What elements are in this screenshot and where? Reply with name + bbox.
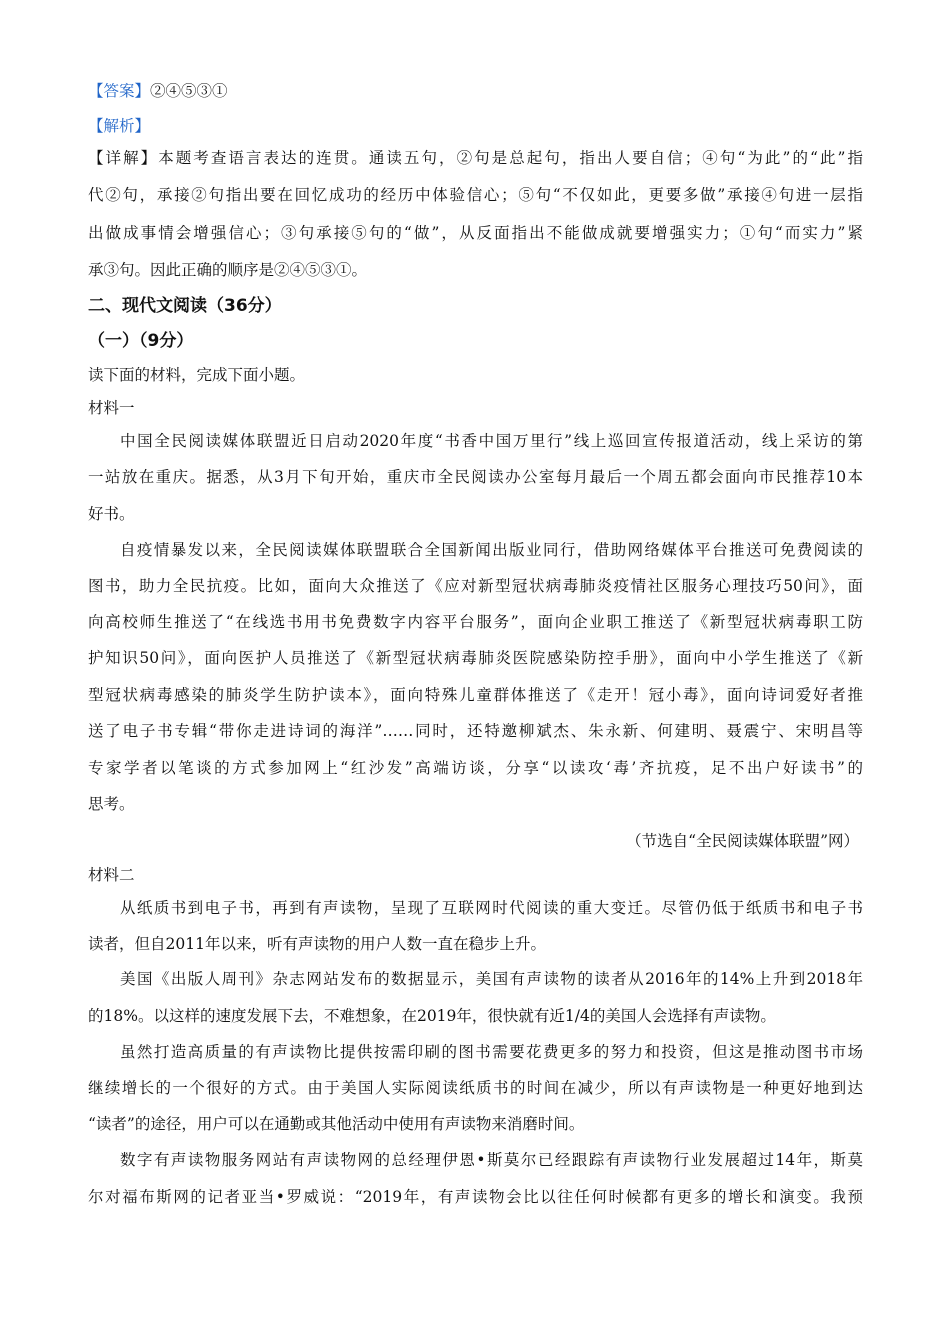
material-one-p2-line: 专家学者以笔谈的方式参加网上“红沙发”高端访谈，分享“以读攻‘毒’齐抗疫，足不出户好读书”的 [88, 759, 863, 777]
detail-line: 承③句。因此正确的顺序是②④⑤③①。 [88, 261, 368, 279]
material-one-p2-line: 护知识50问》，面向医护人员推送了《新型冠状病毒肺炎医院感染防控手册》，面向中小学生推送了《新 [88, 649, 863, 667]
material-one-p1-line: 一站放在重庆。据悉，从3月下旬开始，重庆市全民阅读办公室每月最后一个周五都会面向市民推荐10本 [88, 468, 863, 486]
material-two-p1-line: 读者，但自2011年以来，听有声读物的用户人数一直在稳步上升。 [88, 935, 546, 953]
answer-line [88, 79, 863, 101]
section-subheading: （一）（9分） [88, 331, 194, 351]
material-two-p3-line: 继续增长的一个很好的方式。由于美国人实际阅读纸质书的时间在减少，所以有声读物是一种更好地到达 [88, 1079, 863, 1097]
detail-line: 【详解】本题考查语言表达的连贯。通读五句，②句是总起句，指出人要自信；④句“为此”的“此”指 [88, 149, 863, 167]
analysis-tag: 【解析】 [88, 117, 151, 135]
material-two-p4-line: 尔对福布斯网的记者亚当•罗威说：“2019年，有声读物会比以往任何时候都有更多的增长和演变。我预 [88, 1188, 863, 1206]
material-one-p2-line: 型冠状病毒感染的肺炎学生防护读本》，面向特殊儿童群体推送了《走开！冠小毒》，面向诗词爱好者推 [88, 686, 863, 704]
material-one-source: （节选自“全民阅读媒体联盟”网） [626, 832, 859, 850]
material-one-p1-line: 中国全民阅读媒体联盟近日启动2020年度“书香中国万里行”线上巡回宣传报道活动，线上采访的第 [120, 432, 863, 450]
material-one-p2-line: 自疫情暴发以来，全民阅读媒体联盟联合全国新闻出版业同行，借助网络媒体平台推送可免费阅读的 [120, 541, 863, 559]
detail-line: 出做成事情会增强信心；③句承接⑤句的“做”，从反面指出不能做成就要增强实力；①句“而实力”紧 [88, 224, 863, 242]
material-one-p2-line: 图书，助力全民抗疫。比如，面向大众推送了《应对新型冠状病毒肺炎疫情社区服务心理技巧50问》，面 [88, 577, 863, 595]
material-one-p2-line: 送了电子书专辑“带你走进诗词的海洋”……同时，还特邀柳斌杰、朱永新、何建明、聂震宁、宋明昌等 [88, 722, 863, 740]
answer-tag: 【答案】 [88, 82, 151, 100]
detail-line: 代②句，承接②句指出要在回忆成功的经历中体验信心；⑤句“不仅如此，更要多做”承接④句进一层指 [88, 186, 863, 204]
material-two-p3-line: 虽然打造高质量的有声读物比提供按需印刷的图书需要花费更多的努力和投资，但这是推动图书市场 [120, 1043, 863, 1061]
material-one-p2-line: 向高校师生推送了“在线选书用书免费数字内容平台服务”，面向企业职工推送了《新型冠状病毒职工防 [88, 613, 863, 631]
section-instruction: 读下面的材料，完成下面小题。 [88, 366, 306, 384]
material-two-label: 材料二 [88, 866, 135, 884]
material-two-p1-line: 从纸质书到电子书，再到有声读物，呈现了互联网时代阅读的重大变迁。尽管仍低于纸质书和电子书 [120, 899, 863, 917]
material-one-label: 材料一 [88, 399, 135, 417]
material-two-p2-line: 美国《出版人周刊》杂志网站发布的数据显示，美国有声读物的读者从2016年的14%上升到2018年 [120, 970, 863, 988]
answer-value: ②④⑤③① [150, 82, 228, 100]
material-two-p3-line: “读者”的途径，用户可以在通勤或其他活动中使用有声读物来消磨时间。 [88, 1115, 585, 1133]
material-one-p2-line: 思考。 [88, 795, 135, 813]
material-two-p4-line: 数字有声读物服务网站有声读物网的总经理伊恩•斯莫尔已经跟踪有声读物行业发展超过14年，斯莫 [120, 1151, 863, 1169]
material-one-p1-line: 好书。 [88, 505, 135, 523]
material-two-p2-line: 的18%。以这样的速度发展下去，不难想象，在2019年，很快就有近1/4的美国人会选择有声读物。 [88, 1007, 776, 1025]
section-heading: 二、现代文阅读（36分） [88, 296, 282, 316]
